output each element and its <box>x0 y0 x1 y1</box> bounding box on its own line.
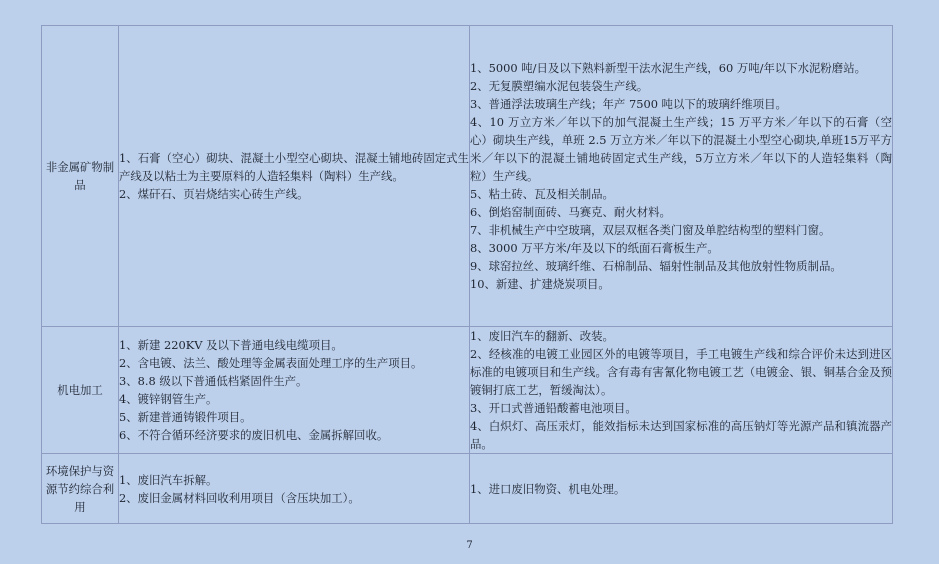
list-item: 1、石膏（空心）砌块、混凝土小型空心砌块、混凝土铺地砖固定式生产线及以粘土为主要原料的人造轻集料（陶料）生产线。 <box>119 151 469 183</box>
list-item: 4、白炽灯、高压汞灯，能效指标未达到国家标准的高压钠灯等光源产品和镇流器产品。 <box>470 419 892 451</box>
list-item: 2、废旧金属材料回收利用项目（含压块加工）。 <box>119 490 360 505</box>
list-item: 8、3000 万平方米/年及以下的纸面石膏板生产。 <box>470 241 719 255</box>
industry-catalog-table <box>41 25 893 524</box>
list-item: 7、非机械生产中空玻璃，双层双框各类门窗及单腔结构型的塑料门窗。 <box>470 223 831 237</box>
category-cell: 机电加工 <box>42 327 119 454</box>
category-cell: 非金属矿物制品 <box>42 26 119 327</box>
list-item: 1、废旧汽车的翻新、改装。 <box>470 329 614 343</box>
table-row <box>42 26 893 327</box>
list-item: 2、含电镀、法兰、酸处理等金属表面处理工序的生产项目。 <box>119 356 423 370</box>
list-item: 5、粘土砖、瓦及相关制品。 <box>470 187 614 201</box>
list-item: 3、开口式普通铅酸蓄电池项目。 <box>470 401 637 415</box>
list-item: 2、经核准的电镀工业园区外的电镀等项目，手工电镀生产线和综合评价未达到进区标准的电镀项目和生产线。含有毒有害氰化物电镀工艺（电镀金、银、铜基合金及预镀铜打底工艺，暂缓淘汰）。 <box>470 347 892 397</box>
list-item: 2、无复膜塑编水泥包装袋生产线。 <box>470 79 649 93</box>
list-item: 1、5000 吨/日及以下熟料新型干法水泥生产线，60 万吨/年以下水泥粉磨站。 <box>470 61 866 75</box>
restricted-cell <box>119 454 470 524</box>
list-item: 6、不符合循环经济要求的废旧机电、金属拆解回收。 <box>119 428 389 442</box>
list-item: 4、10 万立方米／年以下的加气混凝土生产线；15 万平方米／年以下的石膏（空心）砌块生产线，单班 2.5 万立方米／年以下的混凝土小型空心砌块,单班15万平方米／年以下的混凝土铺地砖固定式生产线，5万立方米／年以下的人造轻集料（陶粒）生产线。 <box>470 115 892 183</box>
eliminated-cell <box>470 26 893 327</box>
table-row <box>42 454 893 524</box>
list-item: 3、8.8 级以下普通低档紧固件生产。 <box>119 374 308 388</box>
list-item: 1、进口废旧物资、机电处理。 <box>470 481 626 496</box>
eliminated-cell <box>470 327 893 454</box>
list-item: 1、新建 220KV 及以下普通电线电缆项目。 <box>119 338 343 352</box>
eliminated-cell <box>470 454 893 524</box>
list-item: 5、新建普通铸锻件项目。 <box>119 410 252 424</box>
page-number: 7 <box>466 540 473 551</box>
list-item: 3、普通浮法玻璃生产线；年产 7500 吨以下的玻璃纤维项目。 <box>470 97 787 111</box>
list-item: 1、废旧汽车拆解。 <box>119 472 218 487</box>
list-item: 4、镀锌钢管生产。 <box>119 392 218 406</box>
restricted-cell <box>119 327 470 454</box>
list-item: 2、煤矸石、页岩烧结实心砖生产线。 <box>119 187 309 201</box>
category-cell: 环境保护与资源节约综合利用 <box>42 454 119 524</box>
list-item: 9、球窑拉丝、玻璃纤维、石棉制品、辐射性制品及其他放射性物质制品。 <box>470 259 842 273</box>
restricted-cell <box>119 26 470 327</box>
list-item: 10、新建、扩建烧炭项目。 <box>470 277 610 291</box>
table-row <box>42 327 893 454</box>
list-item: 6、倒焰窑制面砖、马赛克、耐火材料。 <box>470 205 671 219</box>
